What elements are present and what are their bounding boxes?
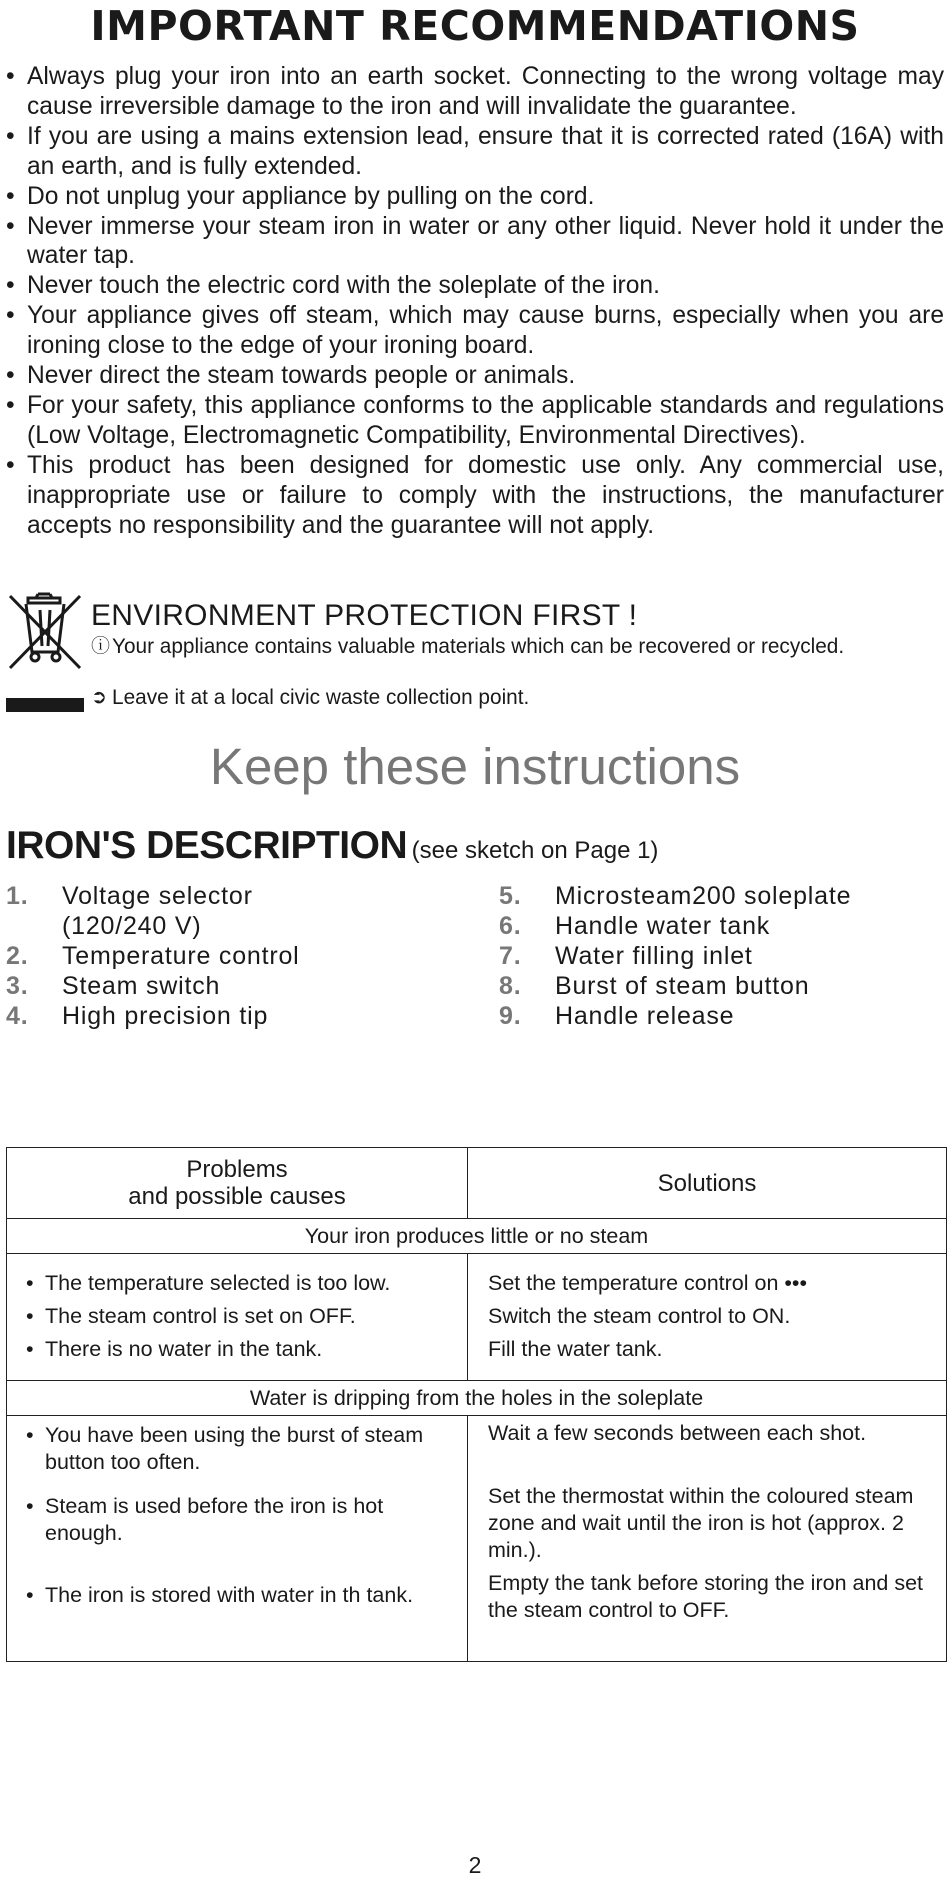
description-subtitle: (see sketch on Page 1) [411,836,659,864]
solution-item: Set the thermostat within the coloured steam zone and wait until the iron is hot (approx. 2 min.). [488,1484,914,1562]
problems-cell [7,1416,468,1662]
part-number: 3. [6,971,29,1000]
part-item-continuation [6,911,466,941]
recommendation-item: • If you are using a mains extension lead, ensure that it is corrected rated (16A) with an earth, and is fully extended. [6,122,944,182]
part-number: 9. [499,1001,522,1030]
solution-item: Wait a few seconds between each shot. [488,1421,867,1445]
recommendation-item: • This product has been designed for domestic use only. Any commercial use, inappropriate use or failure to comply with the instructions, the manufacturer accepts no responsibility and the guarantee will not apply. [6,451,944,541]
table-section-row [7,1219,947,1254]
problem-item: • The temperature selected is too low. [7,1270,467,1297]
document-page [6,0,944,1041]
part-number: 4. [6,1001,29,1030]
part-item [6,971,466,1001]
recommendation-item: • Never immerse your steam iron in water or any other liquid. Never hold it under the water tap. [6,212,944,272]
part-item [499,971,950,1001]
section-title: Your iron produces little or no steam [7,1219,947,1254]
parts-column-right [499,881,950,1031]
arrow-right-circle-icon: ➲ [91,686,107,708]
problem-item: • The steam control is set on OFF. [7,1303,467,1330]
part-item [6,941,466,971]
part-label: Steam switch [62,971,221,1000]
solution-item: Switch the steam control to ON. [488,1304,791,1328]
main-title: IMPORTANT RECOMMENDATIONS [90,2,860,50]
part-label: Handle release [555,1001,735,1030]
part-number: 6. [499,911,522,940]
recommendation-item: • Do not unplug your appliance by pulling on the cord. [6,182,944,212]
environment-line-text: Leave it at a local civic waste collection point. [112,685,530,709]
part-label: Burst of steam button [555,971,810,1000]
recommendation-item: • Never direct the steam towards people or animals. [6,361,944,391]
info-icon: ⓘ [91,635,111,657]
problem-item: • There is no water in the tank. [7,1336,467,1363]
problems-header [7,1148,468,1219]
part-label: Voltage selector [62,881,253,910]
table-row [7,1416,947,1662]
solution-item: Fill the water tank. [488,1337,663,1361]
problems-header-line: Problems [186,1156,288,1183]
part-item [499,941,950,971]
part-label: Temperature control [62,941,300,970]
part-number: 8. [499,971,522,1000]
part-item [6,881,466,911]
section-title: Water is dripping from the holes in the soleplate [7,1381,947,1416]
recommendation-item: • Your appliance gives off steam, which may cause burns, especially when you are ironing close to the edge of your ironing board. [6,301,944,361]
part-label: High precision tip [62,1001,269,1030]
part-item [6,1001,466,1031]
part-number: 1. [6,881,29,910]
part-item [499,1001,950,1031]
part-label: Microsteam200 soleplate [555,881,852,910]
part-number: 5. [499,881,522,910]
parts-list [6,881,944,1041]
recommendation-item: • Always plug your iron into an earth socket. Connecting to the wrong voltage may cause irreversible damage to the iron and will invalidate the guarantee. [6,62,944,122]
page-number: 2 [468,1852,482,1878]
solutions-cell [468,1416,947,1662]
solution-item: Empty the tank before storing the iron and set the steam control to OFF. [488,1571,924,1622]
solutions-header: Solutions [468,1148,947,1219]
recommendation-item: • For your safety, this appliance conforms to the applicable standards and regulations (Low Voltage, Electromagnetic Compatibility, Environmental Directives). [6,391,944,451]
crossed-out-bin-icon [6,588,84,713]
environment-line-text: Your appliance contains valuable materials which can be recovered or recycled. [112,634,845,658]
table-section-row [7,1381,947,1416]
solution-item: Set the temperature control on ••• [488,1271,807,1295]
recommendations-list [6,62,944,541]
problem-item: • You have been using the burst of steam button too often. [7,1422,467,1476]
part-number: 2. [6,941,29,970]
part-label-sub: (120/240 V) [62,911,202,940]
environment-section [6,588,944,713]
recommendation-item: • Never touch the electric cord with the soleplate of the iron. [6,271,944,301]
solutions-cell [468,1254,947,1381]
table-row [7,1254,947,1381]
problem-item: • The iron is stored with water in th tank. [7,1582,467,1609]
description-heading [6,823,944,877]
keep-instructions-heading: Keep these instructions [209,737,741,795]
part-item [499,881,950,911]
troubleshooting-table [6,1147,947,1662]
table-header-row [7,1148,947,1219]
environment-title: ENVIRONMENT PROTECTION FIRST ! [91,598,638,632]
parts-column-left [6,881,466,1031]
part-label: Handle water tank [555,911,771,940]
part-item [499,911,950,941]
problem-item: • Steam is used before the iron is hot enough. [7,1493,467,1547]
environment-line [91,634,944,659]
problems-header-line: and possible causes [128,1183,346,1210]
description-title: IRON'S DESCRIPTION [6,823,408,867]
problems-cell [7,1254,468,1381]
environment-line [91,685,944,710]
part-number: 7. [499,941,522,970]
part-label: Water filling inlet [555,941,753,970]
